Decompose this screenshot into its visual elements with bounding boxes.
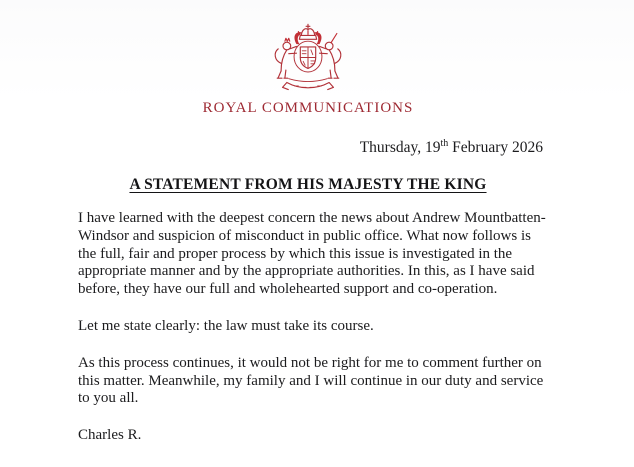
statement-paragraph-2: Let me state clearly: the law must take its course.	[78, 317, 374, 334]
date-weekday-day: Thursday, 19	[359, 139, 441, 156]
signature: Charles R.	[78, 427, 142, 444]
date-ordinal-suffix: th	[440, 137, 449, 149]
statement-paragraph-3: As this process continues, it would not be right for me to comment further on this matter. Meanwhile, my family and I will continue in our duty and service to you all.	[78, 354, 544, 407]
letterhead	[0, 21, 625, 118]
statement-paragraph-1: I have learned with the deepest concern the news about Andrew Mountbatten-Windsor and suspicion of misconduct in public office. What now follows is the full, fair and proper process by which this issue is investigated in the appropriate manner and by the appropriate authorities. In this, as I have said before, they have our full and wholehearted support and co-operation.	[78, 210, 546, 298]
statement-title: A STATEMENT FROM HIS MAJESTY THE KING	[129, 176, 487, 193]
date-month-year: February 2026	[448, 139, 543, 156]
statement-body	[78, 210, 550, 445]
letterhead-organization: ROYAL COMMUNICATIONS	[202, 100, 414, 116]
date-line	[0, 138, 634, 157]
royal-coat-of-arms-icon	[0, 21, 625, 96]
